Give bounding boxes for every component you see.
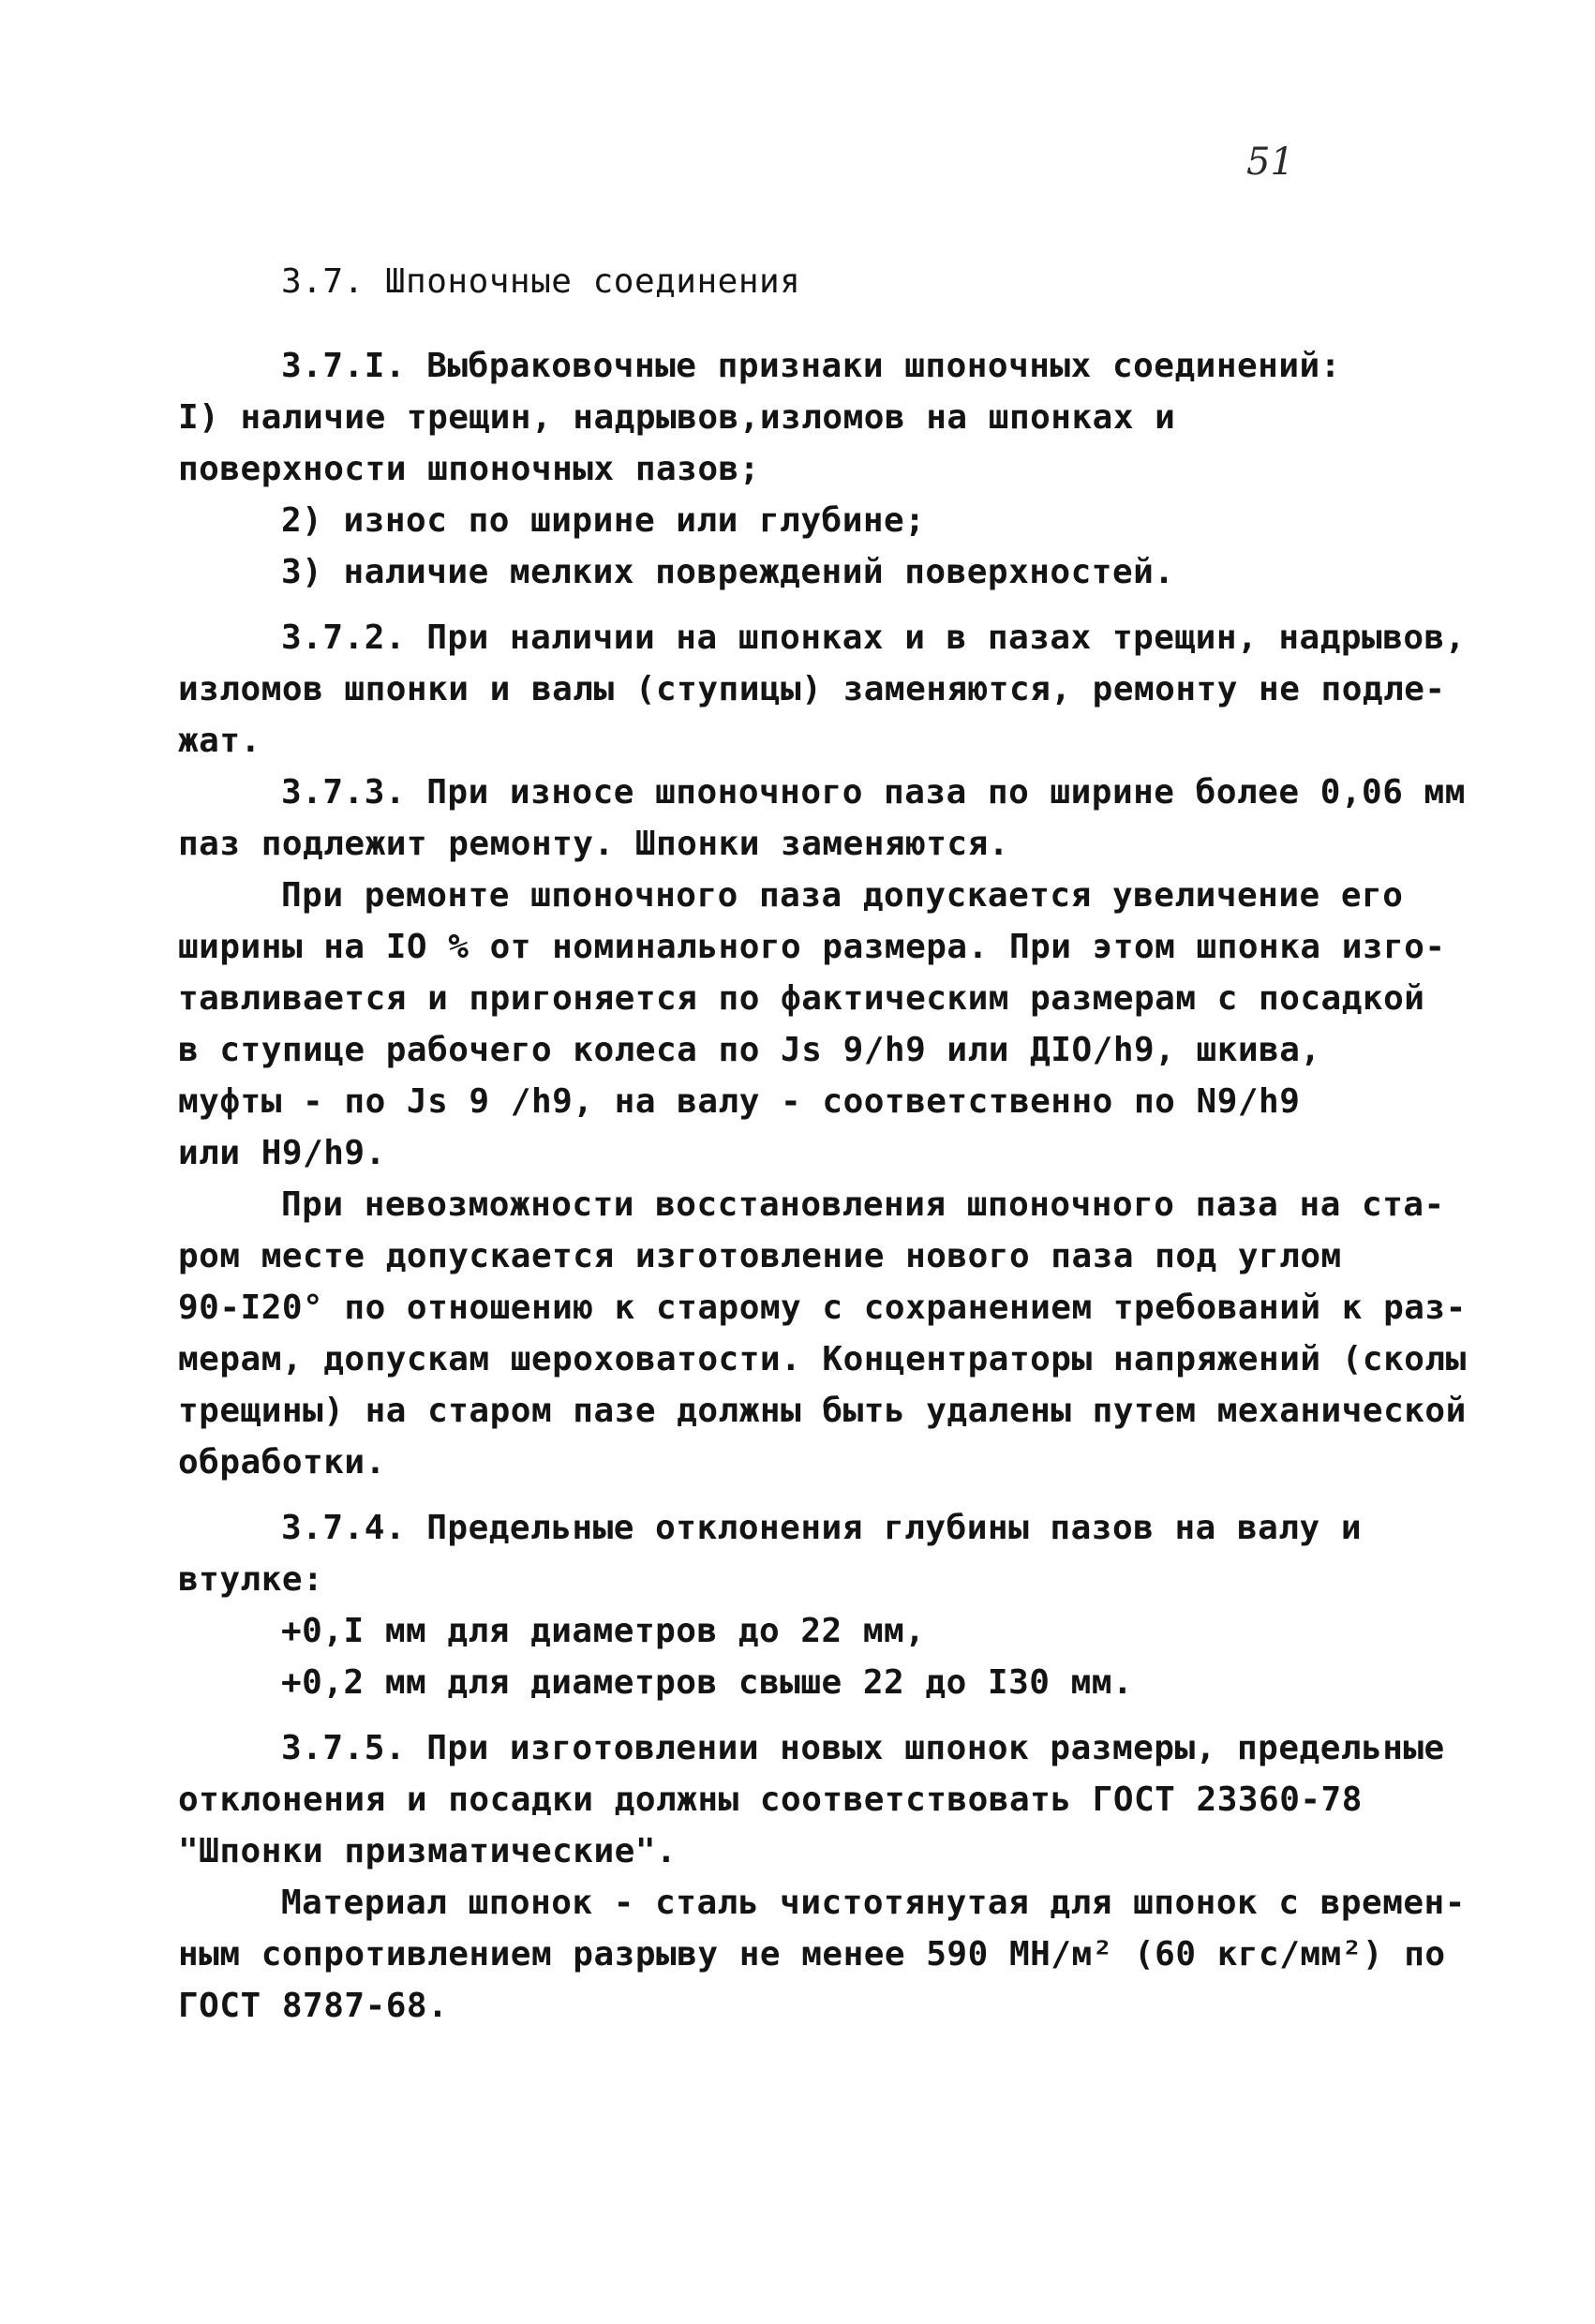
text-line: 3) наличие мелких повреждений поверхностей.	[281, 553, 1175, 591]
text-line: При ремонте шпоночного паза допускается увеличение его	[281, 876, 1404, 915]
text-line: ширины на IO % от номинального размера. При этом шпонка изго-	[178, 928, 1446, 966]
text-line: или H9/h9.	[178, 1134, 386, 1172]
text-line: 3.7.3. При износе шпоночного паза по ширине более 0,06 мм	[281, 773, 1466, 812]
text-line: 90-I20° по отношению к старому с сохранением требований к раз-	[178, 1289, 1467, 1327]
text-line: 2) износ по ширине или глубине;	[281, 501, 926, 540]
text-line: жат.	[178, 722, 261, 760]
text-line: тавливается и пригоняется по фактическим размерам с посадкой	[178, 979, 1425, 1018]
page-number: 51	[1246, 141, 1294, 184]
text-line: втулке:	[178, 1560, 324, 1599]
text-line: 3.7.2. При наличии на шпонках и в пазах трещин, надрывов,	[281, 618, 1466, 657]
text-line: в ступице рабочего колеса по Js 9/h9 или ДIO/h9, шкива,	[178, 1031, 1321, 1069]
text-line: паз подлежит ремонту. Шпонки заменяются.	[178, 825, 1009, 863]
text-line: При невозможности восстановления шпоночного паза на ста-	[281, 1185, 1445, 1224]
text-line: 3.7.4. Предельные отклонения глубины пазов на валу и	[281, 1509, 1363, 1547]
text-line: "Шпонки призматические".	[178, 1832, 678, 1870]
text-line: муфты - по Js 9 /h9, на валу - соответственно по N9/h9	[178, 1082, 1301, 1121]
text-line: Материал шпонок - сталь чистотянутая для шпонок с времен-	[281, 1884, 1466, 1922]
text-line: +0,2 мм для диаметров свыше 22 до I30 мм.	[281, 1663, 1134, 1702]
text-line: ром месте допускается изготовление нового паза под углом	[178, 1237, 1342, 1275]
text-line: ным сопротивлением разрыву не менее 590 МН/м² (60 кгс/мм²) по	[178, 1935, 1446, 1974]
text-line: +0,I мм для диаметров до 22 мм,	[281, 1612, 926, 1650]
text-line: изломов шпонки и валы (ступицы) заменяются, ремонту не подле-	[178, 670, 1446, 708]
text-line: поверхности шпоночных пазов;	[178, 450, 760, 488]
text-line: 3.7.5. При изготовлении новых шпонок размеры, предельные	[281, 1729, 1445, 1767]
text-line: отклонения и посадки должны соответствовать ГОСТ 23360-78	[178, 1780, 1363, 1819]
text-line: 3.7.I. Выбраковочные признаки шпоночных соединений:	[281, 347, 1341, 385]
text-line: I) наличие трещин, надрывов,изломов на шпонках и	[178, 398, 1176, 437]
text-line: ГОСТ 8787-68.	[178, 1987, 449, 2025]
text-line: мерам, допускам шероховатости. Концентраторы напряжений (сколы	[178, 1340, 1467, 1378]
text-line: обработки.	[178, 1443, 386, 1482]
section-heading: 3.7. Шпоночные соединения	[281, 262, 801, 301]
text-line: трещины) на старом пазе должны быть удалены путем механической	[178, 1392, 1467, 1430]
